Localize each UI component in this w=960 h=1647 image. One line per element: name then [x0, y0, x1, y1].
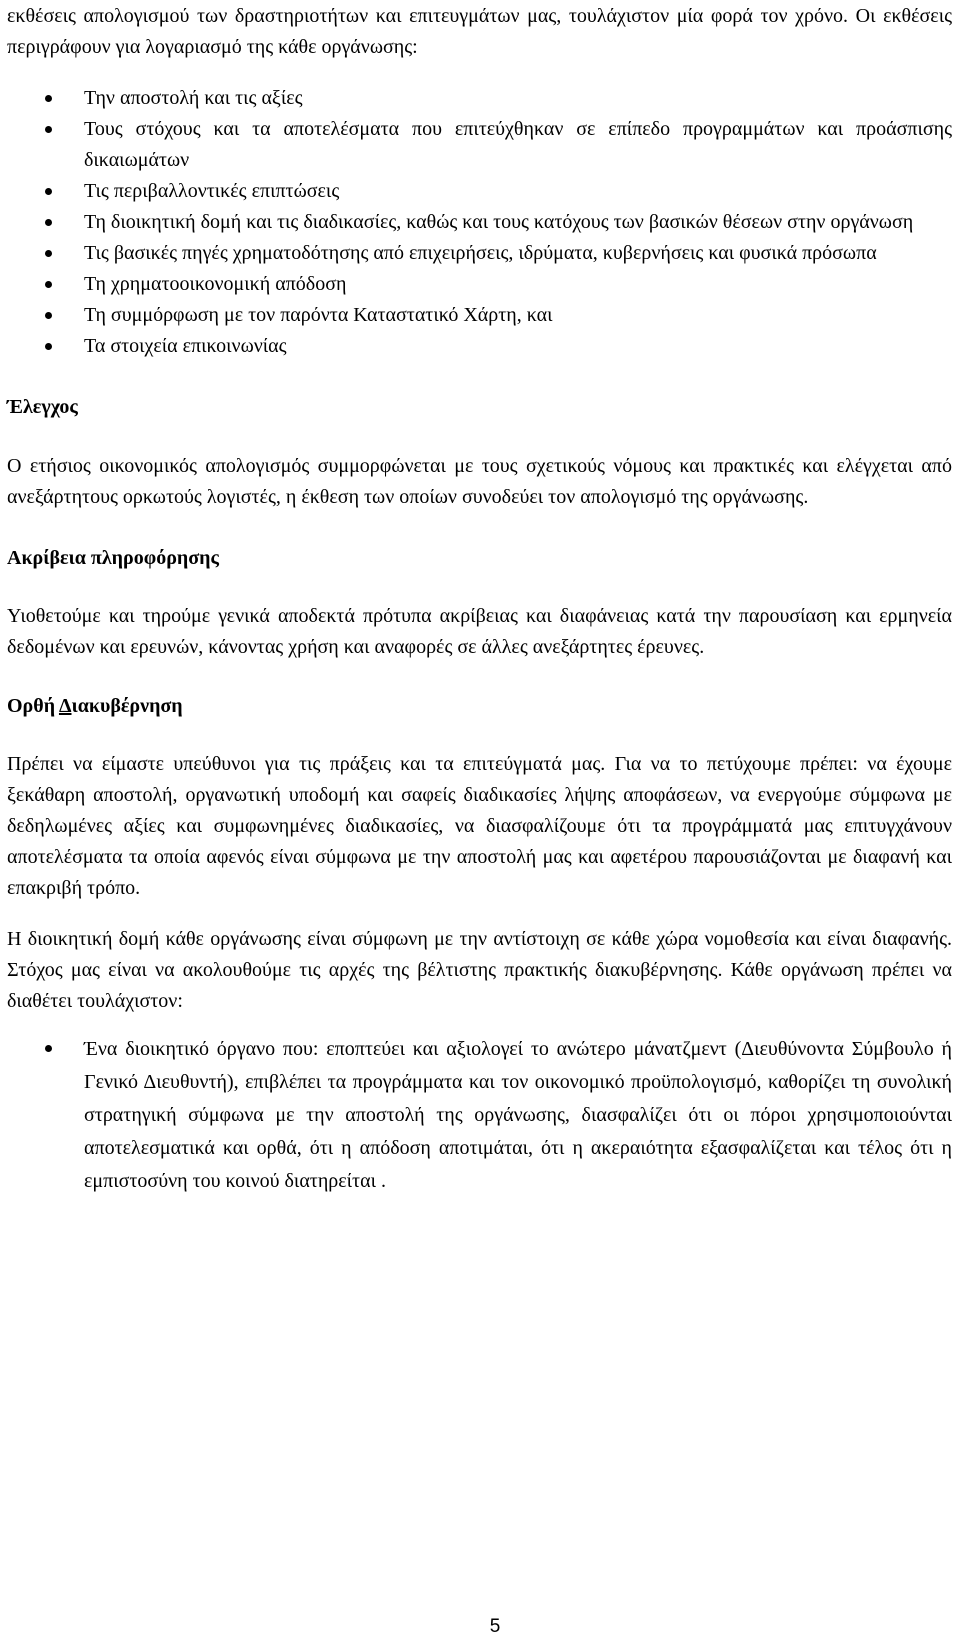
- list-item: [7, 269, 952, 300]
- bullet-icon: [45, 312, 52, 319]
- heading-accuracy: Ακρίβεια πληροφόρησης: [7, 547, 219, 569]
- list-item-text: Την αποστολή και τις αξίες: [84, 87, 303, 109]
- heading-governance-underlined: Δ: [58, 695, 72, 717]
- bullet-icon: [45, 219, 52, 226]
- list-item-text: Τη χρηματοοικονομική απόδοση: [84, 273, 347, 295]
- governance-requirements-list: [7, 1033, 952, 1198]
- accuracy-paragraph: Υιοθετούμε και τηρούμε γενικά αποδεκτά πρότυπα ακρίβειας και διαφάνειας κατά την παρουσίαση και ερμηνεία δεδομένων και ερευνών, κάνοντας χρήση και αναφορές σε άλλες ανεξάρτητες έρευνες.: [7, 605, 952, 658]
- list-item: [7, 83, 952, 114]
- intro-paragraph: εκθέσεις απολογισμού των δραστηριοτήτων και επιτευγμάτων μας, τουλάχιστον μία φορά τον χρόνο. Οι εκθέσεις περιγράφουν για λογαριασμό της κάθε οργάνωσης:: [7, 5, 952, 58]
- governance-paragraph-2: Η διοικητική δομή κάθε οργάνωσης είναι σύμφωνη με την αντίστοιχη σε κάθε χώρα νομοθεσία και είναι διαφανής. Στόχος μας είναι να ακολουθούμε τις αρχές της βέλτιστης πρακτικής διακυβέρνησης. Κάθε οργάνωση πρέπει να διαθέτει τουλάχιστον:: [7, 928, 952, 1012]
- list-item-text: Τα στοιχεία επικοινωνίας: [84, 335, 287, 357]
- list-item: [7, 114, 952, 176]
- audit-paragraph: Ο ετήσιος οικονομικός απολογισμός συμμορφώνεται με τους σχετικούς νόμους και πρακτικές και ελέγχεται από ανεξάρτητους ορκωτούς λογιστές, η έκθεση των οποίων συνοδεύει τον απολογισμό της οργάνωσης.: [7, 455, 952, 508]
- heading-governance: [7, 691, 952, 722]
- list-item-text: Τους στόχους και τα αποτελέσματα που επιτεύχθηκαν σε επίπεδο προγραμμάτων και προάσπισης δικαιωμάτων: [84, 118, 952, 171]
- heading-audit: Έλεγχος: [7, 396, 78, 418]
- list-item: [7, 300, 952, 331]
- page-number: 5: [489, 1616, 501, 1637]
- governance-paragraph-1: Πρέπει να είμαστε υπεύθυνοι για τις πράξεις και τα επιτεύγματά μας. Για να το πετύχουμε πρέπει: να έχουμε ξεκάθαρη αποστολή, οργανωτική υποδομή και σαφείς διαδικασίες λήψης αποφάσεων, να ενεργούμε σύμφωνα με δεδηλωμένες αξίες και συμφωνημένες διαδικασίες, να διασφαλίζουμε ότι τα προγράμματά μας επιτυγχάνουν αποτελέσματα τα οποία αφενός είναι σύμφωνα με την αποστολή μας και αφετέρου παρουσιάζονται με διαφανή και επακριβή τρόπο.: [7, 753, 952, 899]
- list-item-text: Τις περιβαλλοντικές επιπτώσεις: [84, 180, 340, 202]
- bullet-icon: [45, 95, 52, 102]
- bullet-icon: [45, 188, 52, 195]
- list-item: [7, 1033, 952, 1198]
- list-item-text: Ένα διοικητικό όργανο που: εποπτεύει και αξιολογεί το ανώτερο μάνατζμεντ (Διευθύνοντα Σύμβουλο ή Γενικό Διευθυντή), επιβλέπει τα προγράμματα και τον οικονομικό προϋπολογισμό, καθορίζει τη συνολική στρατηγική σύμφωνα με την αποστολή της οργάνωσης, διασφαλίζει ότι οι πόροι χρησιμοποιούνται αποτελεσματικά και ορθά, ότι η απόδοση αποτιμάται, ότι η ακεραιότητα εξασφαλίζεται και τέλος ότι η εμπιστοσύνη του κοινού διατηρείται .: [84, 1038, 952, 1192]
- heading-governance-prefix: Ορθή: [7, 695, 59, 717]
- list-item: [7, 331, 952, 362]
- bullet-icon: [45, 281, 52, 288]
- page-content: [7, 0, 952, 1198]
- heading-governance-suffix: ιακυβέρνηση: [71, 695, 183, 717]
- list-item: [7, 176, 952, 207]
- list-item: [7, 238, 952, 269]
- list-item-text: Τη συμμόρφωση με τον παρόντα Καταστατικό Χάρτη, και: [84, 304, 553, 326]
- bullet-icon: [45, 343, 52, 350]
- list-item-text: Τη διοικητική δομή και τις διαδικασίες, καθώς και τους κατόχους των βασικών θέσεων στην οργάνωση: [84, 211, 914, 233]
- bullet-icon: [45, 250, 52, 257]
- bullet-icon: [45, 126, 52, 133]
- list-item-text: Τις βασικές πηγές χρηματοδότησης από επιχειρήσεις, ιδρύματα, κυβερνήσεις και φυσικά πρόσωπα: [84, 242, 877, 264]
- bullet-icon: [45, 1045, 52, 1052]
- list-item: [7, 207, 952, 238]
- report-contents-list: [7, 83, 952, 362]
